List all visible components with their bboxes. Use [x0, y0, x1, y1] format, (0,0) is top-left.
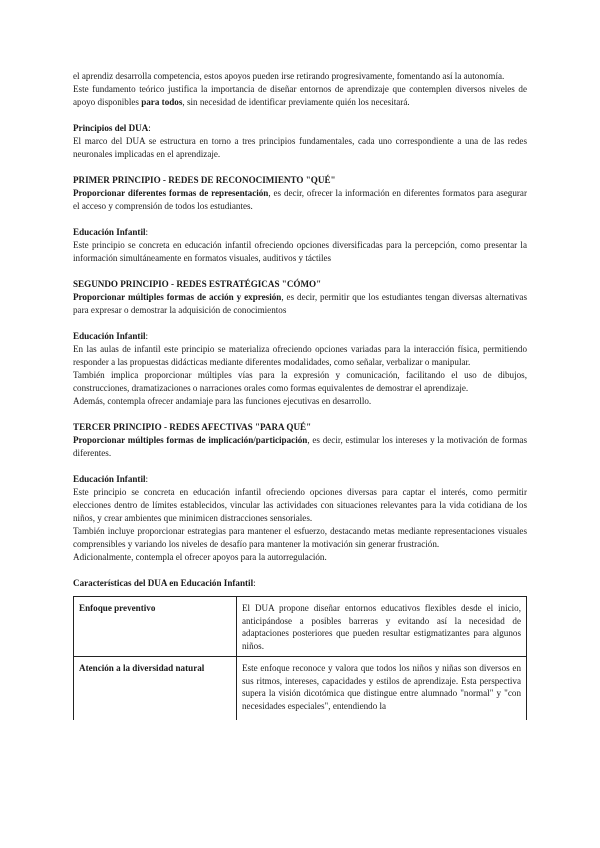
principle-3-paragraph: Este principio se concreta en educación infantil ofreciendo opciones diversas para captar el interés, como permitir elecciones dentro de límites establecidos, vincular las actividades con situaciones relevantes para la vida cotidiana de los niños, y crear ambientes que minimicen distracciones sensoriales.	[73, 487, 527, 523]
principle-3-subheading: Educación Infantil:	[73, 474, 149, 484]
principle-1-lead: Proporcionar diferentes formas de representación, es decir, ofrecer la información en diferentes formatos para asegurar el acceso y comprensión de todos los estudiantes.	[73, 188, 527, 211]
principles-heading: Principios del DUA:	[73, 123, 151, 133]
table-row	[74, 657, 527, 721]
principle-3-paragraph: También incluye proporcionar estrategias para mantener el esfuerzo, destacando metas mediante representaciones visuales comprensibles y variando los niveles de desafío para mantener la motivación sin generar frustración.	[73, 526, 527, 549]
intro-paragraph-2	[73, 83, 527, 109]
table-row	[74, 597, 527, 657]
intro-text-end: , sin necesidad de identificar previamente quién los necesitará.	[182, 97, 410, 107]
principle-1-heading: PRIMER PRINCIPIO - REDES DE RECONOCIMIENTO "QUÉ"	[73, 175, 336, 185]
principle-2-subheading: Educación Infantil:	[73, 331, 149, 341]
principle-2-lead: Proporcionar múltiples formas de acción y expresión, es decir, permitir que los estudiantes tengan diversas alternativas para expresar o demostrar la adquisición de conocimientos	[73, 292, 527, 315]
intro-emphasis: para todos	[141, 97, 183, 107]
principle-1-paragraph: Este principio se concreta en educación infantil ofreciendo opciones diversificadas para la percepción, como presentar la información simultáneamente en formatos visuales, auditivos y táctiles	[73, 240, 527, 263]
intro-paragraph-1: el aprendiz desarrolla competencia, estos apoyos pueden irse retirando progresivamente, fomentando así la autonomía.	[73, 71, 505, 81]
document-body	[73, 70, 527, 720]
principle-3-heading: TERCER PRINCIPIO - REDES AFECTIVAS "PARA QUÉ"	[73, 422, 312, 432]
principle-2-paragraph: Además, contempla ofrecer andamiaje para las funciones ejecutivas en desarrollo.	[73, 396, 372, 406]
intro-text: Este fundamento teórico justifica la importancia de diseñar entornos de aprendizaje que contemplen diversos niveles de apoyo disponibles	[73, 84, 527, 107]
principles-intro-text: El marco del DUA se estructura en torno a tres principios fundamentales, cada uno correspondiente a una de las redes neuronales implicadas en el aprendizaje.	[73, 136, 527, 159]
principle-2-paragraph: En las aulas de infantil este principio se materializa ofreciendo opciones variadas para la interacción física, permitiendo responder a las propuestas didácticas mediante diferentes modalidades, como señalar, verbalizar o manipular.	[73, 344, 527, 367]
characteristics-heading: Características del DUA en Educación Infantil:	[73, 578, 256, 588]
principle-1-subheading: Educación Infantil:	[73, 227, 149, 237]
table-row-text: El DUA propone diseñar entornos educativos flexibles desde el inicio, anticipándose a posibles barreras y evitando así la necesidad de adaptaciones posteriores que pueden resultar estigmatizantes para algunos niños.	[237, 597, 527, 657]
principle-2-heading: SEGUNDO PRINCIPIO - REDES ESTRATÉGICAS "CÓMO"	[73, 279, 322, 289]
principle-2-paragraph: También implica proporcionar múltiples vías para la expresión y comunicación, facilitando el uso de dibujos, construcciones, dramatizaciones o narraciones orales como formas equivalentes de demostrar el aprendizaje.	[73, 370, 527, 393]
table-row-label: Enfoque preventivo	[74, 597, 237, 657]
table-row-label: Atención a la diversidad natural	[74, 657, 237, 721]
principle-3-lead: Proporcionar múltiples formas de implicación/participación, es decir, estimular los intereses y la motivación de formas diferentes.	[73, 435, 528, 458]
characteristics-table	[73, 596, 527, 720]
principle-3-paragraph: Adicionalmente, contempla el ofrecer apoyos para la autorregulación.	[73, 552, 327, 562]
table-row-text: Este enfoque reconoce y valora que todos los niños y niñas son diversos en sus ritmos, intereses, capacidades y estilos de aprendizaje. Esta perspectiva supera la visión dicotómica que distingue entre alumnado "normal" y "con necesidades especiales", entendiendo la	[237, 657, 527, 721]
